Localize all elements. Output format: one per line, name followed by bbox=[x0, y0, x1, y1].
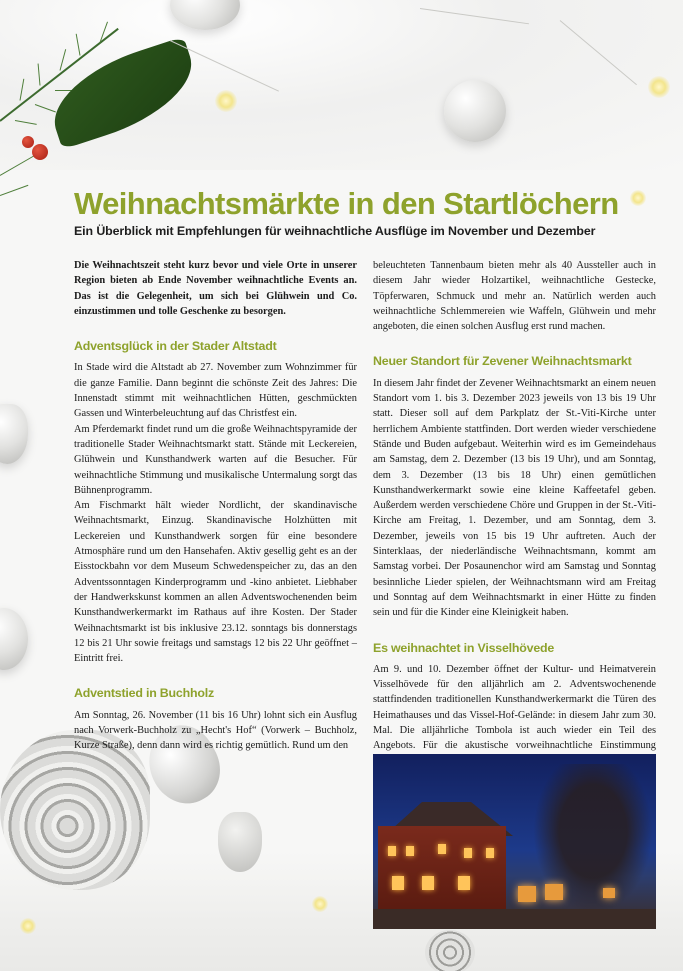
paragraph: Am Sonntag, 26. November (11 bis 16 Uhr) lohnt sich ein Ausflug nach Vorwerk-Buchholz zu „Hecht's Hof“ (Vorwerk – Buchholz, Kurze Straße), denn dann wird es richtig gemütlich. Rund um den bbox=[74, 709, 357, 752]
column-left bbox=[74, 258, 357, 754]
paragraph-continued: beleuchteten Tannenbaum bieten mehr als 40 Aussteller auch in diesem Jahr wieder Holzartikel, weihnachtliche Gestecke, Töpferwaren, Schmuck und mehr an. Natürlich werden auch weihnachtliche Schlemmereien wie Waffeln, Glühwein und mehr angeboten, die einen solchen Ausflug erst rund machen. bbox=[373, 260, 656, 333]
lit-window bbox=[464, 848, 472, 858]
market-stall bbox=[518, 886, 536, 902]
page-subtitle: Ein Überblick mit Empfehlungen für weihnachtliche Ausflüge im November und Dezember bbox=[74, 224, 596, 238]
paragraph: Am 9. und 10. Dezember öffnet der Kultur- und Heimatverein Visselhövede für den alljährlich am 2. Adventswochenende stattfindenden traditionellen Kunsthandwerkermarkt die Türen des Heimathauses und das Vissel-Hof-Gelände: in diesem Jahr zum 30. Mal. Die alljährliche Tombola ist auch wieder ein Teil des Angebots. Für die akustische vorweihnachtliche Einstimmung bbox=[373, 663, 656, 752]
lit-window bbox=[392, 876, 404, 890]
paragraph: Am Pferdemarkt findet rund um die große Weihnachtspyramide der traditionelle Stader Weihnachtsmarkt statt. Stände mit Leckereien, Glühwein und Kunsthandwerk warten auf die Besucher. Für weihnachtliche Stimmung und musikalische Untermalung sorgt das Bühnenprogramm. bbox=[74, 423, 357, 496]
paragraph: In Stade wird die Altstadt ab 27. November zum Wohnzimmer für die ganze Familie. Dann beginnt die schönste Zeit des Jahres: Die Innenstadt stimmt mit weihnachtlichen Hütten, geschmückten Gassen und Winterbeleuchtung auf das Christfest ein. bbox=[74, 362, 357, 420]
section-heading-stade: Adventsglück in der Stader Altstadt bbox=[74, 339, 277, 354]
lit-window bbox=[422, 876, 434, 890]
ground bbox=[373, 909, 656, 929]
section-heading-buchholz: Adventstied in Buchholz bbox=[74, 686, 214, 701]
lit-window bbox=[406, 846, 414, 856]
paragraph: In diesem Jahr findet der Zevener Weihnachtsmarkt an einem neuen Standort vom 1. bis 3. Dezember 2023 jeweils von 13 bis 19 Uhr statt. Dieser soll auf dem Parkplatz der St.-Viti-Kirche unter herrlichem Ambiente stattfinden. Dort werden wieder verschiedene Stände und Buden aufgebaut. Weiterhin wird es im Gemeindehaus am Samstag, dem 2. Dezember (13 bis 19 Uhr), und am Sonntag, dem 3. Dezember (13 bis 18 Uhr) einen gemütlichen Kunsthandwerkermarkt sowie eine kleine Kaffeetafel geben. Außerdem werden verschiedene Chöre und Gruppen in der St.-Viti-Kirche am Freitag, 1. Dezember, und am Sonntag, dem 3. Dezember, jeweils von 15 bis 19 Uhr auftreten. Auch der Sinterklaas, der niederländische Weihnachtsmann, kommt am Samstag vorbei. Der Posaunenchor wird am Samstag und Sonntag besinnliche Lieder spielen, der Weihnachtsmann wird am Freitag und Sonntag auf dem Weihnachtsmarkt in einer Hütte zu finden sein und für die Kinder eine Kleinigkeit haben. bbox=[373, 377, 656, 619]
market-stall bbox=[603, 888, 615, 898]
section-heading-visselhoevede: Es weihnachtet in Visselhövede bbox=[373, 640, 555, 655]
lit-window bbox=[486, 848, 494, 858]
photo-christmas-market-night bbox=[373, 754, 656, 929]
paragraph: Am Fischmarkt hält wieder Nordlicht, der skandinavische Weihnachtsmarkt, Einzug. Skandinavische Holzhütten mit Leckereien und Kunsthandwerk sorgen für eine besondere Atmosphäre rund um den Hansehafen. Aktiv gesellig geht es an der Eisstockbahn vor dem Museum Schwedenspeicher zu, das an den Adventssonntagen Kinderprogramm und -kino anbietet. Liebhaber der Handwerkskunst kommen an allen Adventswochenenden beim Kunsthandwerkermarkt im Rathaus auf ihre Kosten. Der Stader Weihnachtsmarkt ist bis inklusive 23.12. sonntags bis donnerstags 12 bis 21 Uhr sowie freitags und samstags 12 bis 22 Uhr geöffnet – Eintritt frei. bbox=[74, 500, 357, 665]
section-heading-zeven: Neuer Standort für Zevener Weihnachtsmarkt bbox=[373, 354, 632, 369]
lit-window bbox=[458, 876, 470, 890]
intro-paragraph: Die Weihnachtszeit steht kurz bevor und viele Orte in unserer Region bieten ab Ende November weihnachtliche Events an. Das ist die Gelegenheit, um sich bei Glühwein und Co. einzustimmen und tolle Geschenke zu besorgen. bbox=[74, 260, 357, 317]
market-stall bbox=[545, 884, 563, 900]
timber-house bbox=[378, 826, 506, 912]
column-right bbox=[373, 258, 656, 769]
page-title: Weihnachtsmärkte in den Startlöchern bbox=[74, 186, 619, 221]
lit-window bbox=[438, 844, 446, 854]
lit-window bbox=[388, 846, 396, 856]
